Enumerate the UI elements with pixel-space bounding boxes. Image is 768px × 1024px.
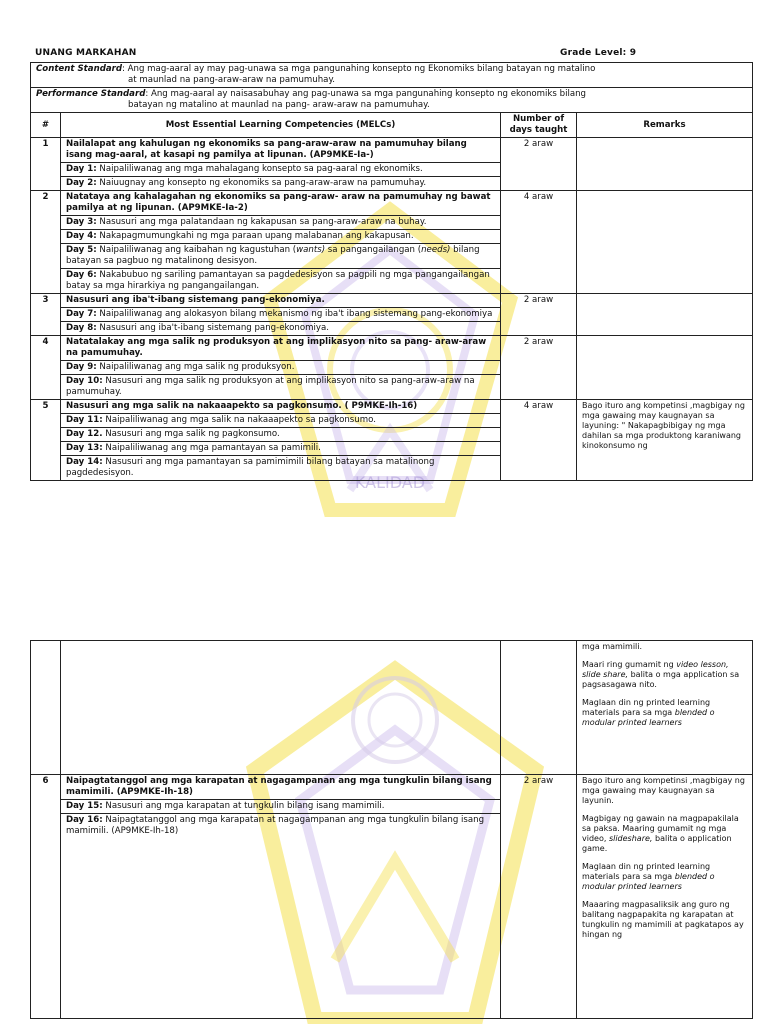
day-label: Day 4: [66, 231, 97, 241]
day-item [61, 428, 501, 442]
day-text: Nasusuri ang mga palatandaan ng kakapusan sa pang-araw-araw na buhay. [96, 217, 427, 227]
day-text: Naipaliliwanag ang mga salik ng produksyon. [96, 362, 295, 372]
competency [61, 641, 501, 775]
column-header-melc: Most Essential Learning Competencies (MELCs) [61, 113, 501, 138]
content-standard-text-2: at maunlad na pang-araw-araw na pamumuhay. [128, 75, 336, 85]
column-header-num: # [31, 113, 61, 138]
row-number: 2 [31, 191, 61, 294]
table-row-continued [31, 641, 753, 775]
day-label: Day 12. [66, 429, 103, 439]
table-row [31, 138, 753, 163]
remarks-text-part: Maglaan din ng printed learning materials para sa mga [582, 698, 711, 717]
day-item [61, 230, 501, 244]
competency: Natataya ang kahalagahan ng ekonomiks sa pang-araw- araw na pamumuhay ng bawat pamilya at ng lipunan. (AP9MKE-Ia-2) [61, 191, 501, 216]
remarks [577, 294, 753, 336]
days-taught: 4 araw [501, 400, 577, 481]
remarks [577, 775, 753, 1019]
remarks-text-italic: blended o modular printed learners [582, 708, 715, 727]
remarks-text: Bago ituro ang kompetinsi ,magbigay ng mga gawaing may kaugnayan sa layunin. [582, 776, 745, 805]
days-taught [501, 641, 577, 775]
day-item [61, 163, 501, 177]
day-text: Naipaliliwanag ang mga pamantayan sa pamimili. [102, 443, 321, 453]
day-item [61, 414, 501, 428]
day-label: Day 6: [66, 270, 97, 280]
day-item [61, 322, 501, 336]
day-label: Day 13: [66, 443, 103, 453]
competency: Natatalakay ang mga salik ng produksyon at ang implikasyon nito sa pang- araw-araw na pamumuhay. [61, 336, 501, 361]
table-row [31, 400, 753, 414]
row-number: 5 [31, 400, 61, 481]
performance-standard-row [31, 88, 753, 113]
days-taught: 2 araw [501, 336, 577, 400]
day-text: Naiuugnay ang konsepto ng ekonomiks sa pang-araw-araw na pamumuhay. [96, 178, 427, 188]
competency: Naipagtatanggol ang mga karapatan at nagagampanan ang mga tungkulin bilang isang mamimili. (AP9MKE-Ih-18) [61, 775, 501, 800]
remarks [577, 191, 753, 294]
day-item [61, 216, 501, 230]
melc-table-continued [30, 640, 753, 1019]
remarks: Bago ituro ang kompetinsi ,magbigay ng mga gawaing may kaugnayan sa layuning: " Nakapagbibigay ng mga dahilan sa mga produktong karaniwang kinokonsumo ng [577, 400, 753, 481]
day-item [61, 375, 501, 400]
row-number: 1 [31, 138, 61, 191]
day-label: Day 8: [66, 323, 97, 333]
content-standard-text: : Ang mag-aaral ay may pag-unawa sa mga pangunahing konsepto ng Ekonomiks bilang batayan ng matalino [122, 64, 596, 74]
day-text-italic: needs) [421, 245, 451, 255]
performance-standard-text: : Ang mag-aaral ay naisasabuhay ang pag-unawa sa mga pangunahing konsepto ng ekonomiks bilang [145, 89, 587, 99]
day-item [61, 308, 501, 322]
competency: Nailalapat ang kahulugan ng ekonomiks sa pang-araw-araw na pamumuhay bilang isang mag-aaral, at kasapi ng pamilya at lipunan. (AP9MKE-Ia-) [61, 138, 501, 163]
remarks-text-part: Maari ring gumamit ng [582, 660, 677, 669]
remarks-text-part: balita o mga application sa pagsasagawa nito. [582, 670, 740, 689]
table-row [31, 775, 753, 800]
days-taught: 2 araw [501, 138, 577, 191]
day-text: Nakapagmumungkahi ng mga paraan upang malabanan ang kakapusan. [96, 231, 414, 241]
day-text: Naipaliliwanag ang mga mahalagang konsepto sa pag-aaral ng ekonomiks. [96, 164, 423, 174]
competency: Nasusuri ang mga salik na nakaaapekto sa pagkonsumo. ( P9MKE-Ih-16) [61, 400, 501, 414]
day-item [61, 456, 501, 481]
day-item [61, 244, 501, 269]
day-text: bilang batayan sa pagbuo ng matalinong desisyon. [66, 245, 480, 266]
remarks-text-italic: blended o modular printed learners [582, 872, 715, 891]
row-number: 4 [31, 336, 61, 400]
row-number [31, 641, 61, 775]
remarks [577, 138, 753, 191]
content-standard-row [31, 63, 753, 88]
performance-standard [31, 88, 753, 113]
row-number: 3 [31, 294, 61, 336]
remarks-text: Maaaring magpasaliksik ang guro ng balitang nagpapakita ng karapatan at tungkulin ng mamimili at pagkatapos ay hingan ng [582, 900, 744, 939]
remarks-text [582, 698, 747, 728]
remarks-text-italic: slideshare, [608, 834, 653, 843]
day-label: Day 7: [66, 309, 97, 319]
column-header-days: Number of days taught [501, 113, 577, 138]
remarks-text-part: Maglaan din ng printed learning materials para sa mga [582, 862, 711, 881]
performance-standard-label: Performance Standard [36, 89, 146, 99]
day-item [61, 442, 501, 456]
remarks [577, 641, 753, 775]
day-text: Nasusuri ang mga salik ng pagkonsumo. [102, 429, 280, 439]
day-label: Day 16: [66, 815, 103, 825]
day-label: Day 1: [66, 164, 97, 174]
remarks-text [582, 814, 747, 854]
competency: Nasusuri ang iba't-ibang sistemang pang-ekonomiya. [61, 294, 501, 308]
day-text: Nasusuri ang mga pamantayan sa pamimimili bilang batayan sa matalinong pagdedesisyon. [66, 457, 435, 478]
day-text: Naipagtatanggol ang mga karapatan at nagagampanan ang mga tungkulin bilang isang mamimili. (AP9MKE-Ih-18) [66, 815, 485, 836]
remarks-text-italic: video lesson, slide share, [582, 660, 729, 679]
remarks-text: mga mamimili. [582, 642, 643, 651]
grade-level: Grade Level: 9 [560, 48, 637, 58]
days-taught: 4 araw [501, 191, 577, 294]
remarks-text-part: Magbigay ng gawain na magpapakilala sa paksa. Maaring gumamit ng mga video, [582, 814, 739, 843]
day-text: Nasusuri ang mga salik ng produksyon at ang implikasyon nito sa pang-araw-araw na pamumuhay. [66, 376, 475, 397]
content-standard-label: Content Standard [36, 64, 123, 74]
day-text-italic: wants) [296, 245, 326, 255]
day-item [61, 800, 501, 814]
remarks-text [582, 862, 747, 892]
day-label: Day 5: [66, 245, 97, 255]
day-label: Day 2: [66, 178, 97, 188]
day-text: Nakabubuo ng sariling pamantayan sa pagdedesisyon sa pagpili ng mga pangangailangan batay sa mga hirarkiya ng pangangailangan. [66, 270, 490, 291]
days-taught: 2 araw [501, 775, 577, 1019]
content-standard [31, 63, 753, 88]
day-label: Day 11: [66, 415, 103, 425]
day-item [61, 361, 501, 375]
day-label: Day 3: [66, 217, 97, 227]
remarks [577, 336, 753, 400]
day-item [61, 269, 501, 294]
remarks-text-part: balita o application game. [582, 834, 732, 853]
column-header-remarks: Remarks [577, 113, 753, 138]
day-label: Day 10: [66, 376, 103, 386]
table-row [31, 294, 753, 308]
day-label: Day 14: [66, 457, 103, 467]
day-text: Nasusuri ang mga karapatan at tungkulin bilang isang mamimili. [102, 801, 385, 811]
day-text: Naipaliliwanag ang alokasyon bilang mekanismo ng iba't ibang sistemang pang-ekonomiya [96, 309, 493, 319]
day-text: Nasusuri ang iba't-ibang sistemang pang-ekonomiya. [96, 323, 329, 333]
day-text: Naipaliliwanag ang kaibahan ng kagustuhan ( [96, 245, 297, 255]
table-row [31, 336, 753, 361]
table-header-row [31, 113, 753, 138]
day-label: Day 9: [66, 362, 97, 372]
document-page-2 [0, 640, 768, 1024]
page-gap [0, 560, 768, 640]
days-taught: 2 araw [501, 294, 577, 336]
row-number: 6 [31, 775, 61, 1019]
day-item [61, 177, 501, 191]
day-label: Day 15: [66, 801, 103, 811]
melc-table [30, 62, 753, 481]
day-text: sa pangangailangan ( [325, 245, 422, 255]
performance-standard-text-2: batayan ng matalino at maunlad na pang- araw-araw na pamumuhay. [128, 100, 430, 110]
quarter-title: UNANG MARKAHAN [35, 48, 137, 58]
day-text: Naipaliliwanag ang mga salik na nakaaapekto sa pagkonsumo. [102, 415, 376, 425]
watermark-text: KALIDAD [354, 473, 426, 492]
table-row [31, 191, 753, 216]
day-item [61, 814, 501, 1019]
remarks-text [582, 660, 747, 690]
